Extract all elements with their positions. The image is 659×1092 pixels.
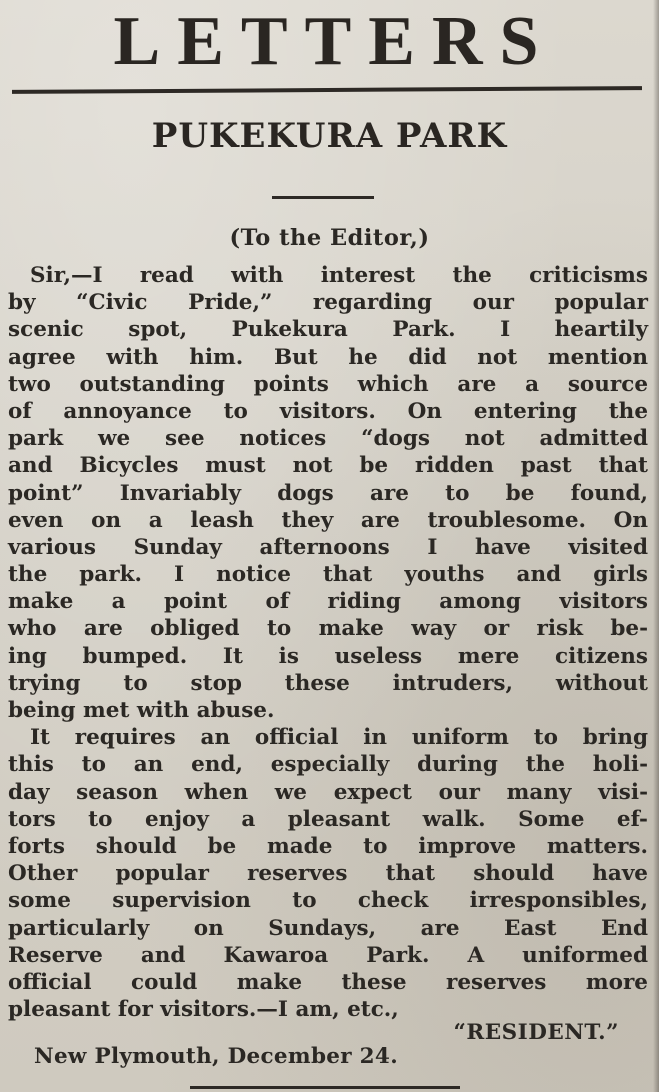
body-line: the park. I notice that youths and girls	[8, 562, 648, 588]
body-line: It requires an official in uniform to bring	[30, 725, 648, 751]
body-line: make a point of riding among visitors	[8, 589, 648, 615]
body-line: pleasant for visitors.—I am, etc.,	[8, 997, 399, 1023]
body-line: Sir,—I read with interest the criticisms	[30, 263, 648, 288]
letter-body	[8, 262, 648, 1023]
section-masthead: LETTERS	[113, 3, 556, 80]
body-line: scenic spot, Pukekura Park. I heartily	[8, 317, 648, 343]
body-line: agree with him. But he did not mention	[8, 344, 648, 370]
body-line: even on a leash they are troublesome. On	[8, 507, 648, 533]
body-line: official could make these reserves more	[8, 969, 648, 995]
body-line: who are obliged to make way or risk be-	[8, 616, 648, 642]
body-line: tors to enjoy a pleasant walk. Some ef-	[8, 806, 648, 832]
body-line: trying to stop these intruders, without	[8, 670, 648, 696]
body-line: park we see notices “dogs not admitted	[8, 426, 648, 452]
body-line: some supervision to check irresponsibles,	[8, 888, 648, 914]
salutation: (To the Editor,)	[229, 225, 430, 251]
bottom-rule	[190, 1086, 460, 1089]
body-line: of annoyance to visitors. On entering the	[8, 398, 648, 424]
place-and-date: New Plymouth, December 24.	[34, 1044, 398, 1069]
body-line: two outstanding points which are a source	[8, 371, 648, 397]
body-line: day season when we expect our many visi-	[8, 779, 648, 805]
body-line: being met with abuse.	[8, 698, 275, 723]
body-line: by “Civic Pride,” regarding our popular	[8, 290, 648, 316]
body-line: particularly on Sundays, are East End	[8, 915, 648, 941]
body-line: Reserve and Kawaroa Park. A uniformed	[8, 942, 648, 968]
body-line: this to an end, especially during the holi-	[8, 752, 648, 778]
body-line: and Bicycles must not be ridden past that	[8, 453, 648, 479]
headline-rule	[272, 196, 374, 199]
signature: “RESIDENT.”	[453, 1020, 619, 1045]
body-line: various Sunday afternoons I have visited	[8, 534, 648, 560]
body-line: point” Invariably dogs are to be found,	[8, 480, 648, 506]
body-line: Other popular reserves that should have	[8, 861, 648, 887]
masthead-rule	[12, 86, 642, 94]
body-line: forts should be made to improve matters.	[8, 833, 648, 859]
page-edge-shadow	[653, 0, 659, 1092]
body-line: ing bumped. It is useless mere citizens	[8, 643, 648, 669]
letter-headline: PUKEKURA PARK	[151, 116, 508, 156]
